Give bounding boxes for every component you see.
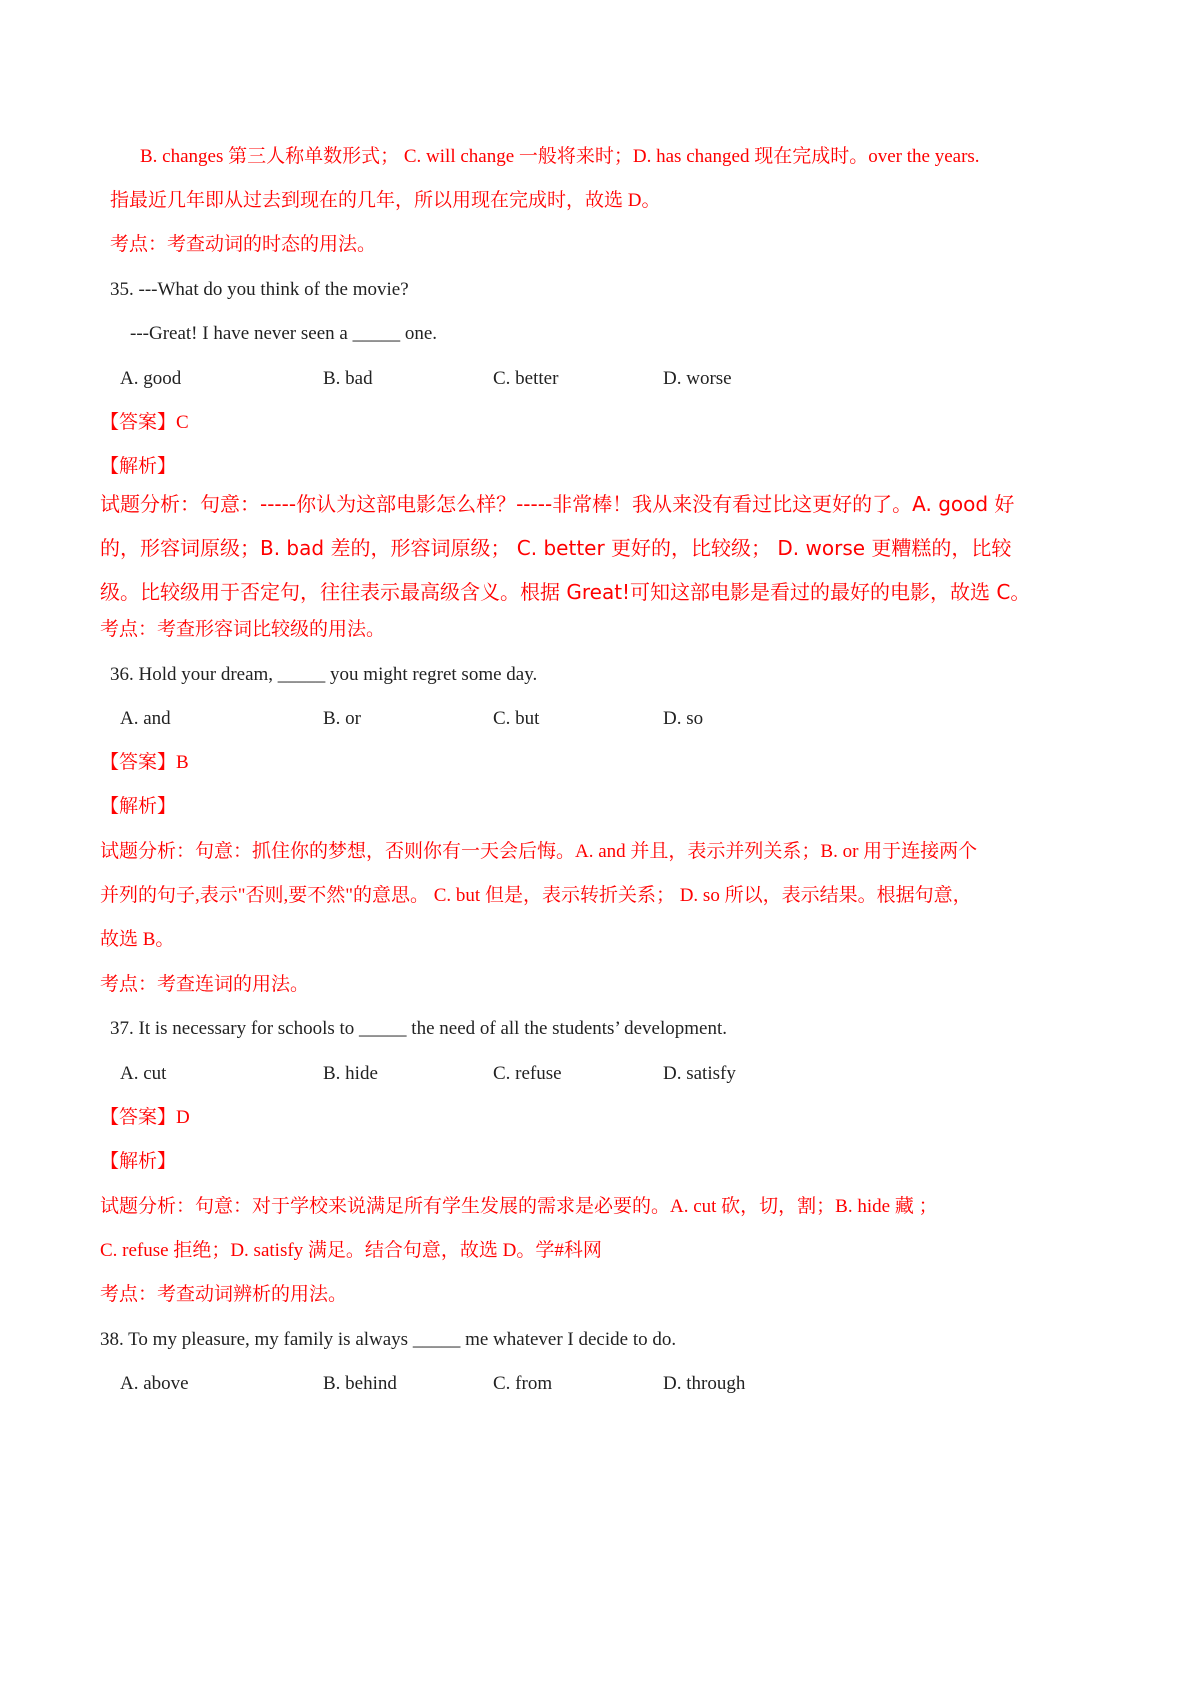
prev-analysis-line-1: B. changes 第三人称单数形式； C. will change 一般将来时；D. has changed 现在完成时。over the years. bbox=[140, 146, 980, 167]
prev-point: 考点：考查动词的时态的用法。 bbox=[110, 234, 377, 255]
q36-option-c: C. but bbox=[493, 708, 540, 729]
q37-option-c: C. refuse bbox=[493, 1063, 562, 1084]
q35-option-c: C. better bbox=[493, 368, 559, 389]
q35-stem-2: ---Great! I have never seen a _____ one. bbox=[130, 323, 438, 344]
q35-option-a: A. good bbox=[120, 368, 182, 389]
q36-analysis-line-3: 故选 B。 bbox=[100, 929, 175, 950]
q35-answer: 【答案】C bbox=[100, 412, 189, 433]
q35-analysis-label: 【解析】 bbox=[100, 456, 177, 477]
q37-analysis-label: 【解析】 bbox=[100, 1151, 177, 1172]
q36-analysis-line-2: 并列的句子,表示"否则,要不然"的意思。 C. but 但是，表示转折关系； D. so 所以，表示结果。根据句意， bbox=[100, 885, 972, 906]
q35-analysis-line-2: 的，形容词原级；B. bad 差的，形容词原级； C. better 更好的，比较级； D. worse 更糟糕的，比较 bbox=[100, 536, 1012, 560]
q38-option-d: D. through bbox=[663, 1373, 746, 1394]
q35-option-d: D. worse bbox=[663, 368, 732, 389]
q38-option-b: B. behind bbox=[323, 1373, 397, 1394]
q36-stem: 36. Hold your dream, _____ you might regret some day. bbox=[110, 664, 538, 685]
q38-option-a: A. above bbox=[120, 1373, 189, 1394]
q37-analysis-line-1: 试题分析：句意：对于学校来说满足所有学生发展的需求是必要的。A. cut 砍，切，割；B. hide 藏 ； bbox=[100, 1196, 938, 1217]
q35-option-b: B. bad bbox=[323, 368, 373, 389]
q36-analysis-line-1: 试题分析：句意：抓住你的梦想，否则你有一天会后悔。A. and 并且，表示并列关系；B. or 用于连接两个 bbox=[100, 841, 978, 862]
q37-answer: 【答案】D bbox=[100, 1107, 190, 1128]
q36-option-a: A. and bbox=[120, 708, 171, 729]
q35-analysis-line-1: 试题分析：句意：-----你认为这部电影怎么样？-----非常棒！我从来没有看过比这更好的了。A. good 好 bbox=[100, 492, 1015, 516]
q36-point: 考点：考查连词的用法。 bbox=[100, 974, 310, 995]
q36-option-d: D. so bbox=[663, 708, 704, 729]
q37-analysis-line-2: C. refuse 拒绝；D. satisfy 满足。结合句意，故选 D。学#科网 bbox=[100, 1240, 602, 1261]
q37-point: 考点：考查动词辨析的用法。 bbox=[100, 1284, 348, 1305]
q35-stem: 35. ---What do you think of the movie? bbox=[110, 279, 409, 300]
q36-answer: 【答案】B bbox=[100, 752, 189, 773]
q36-option-b: B. or bbox=[323, 708, 361, 729]
q37-option-d: D. satisfy bbox=[663, 1063, 736, 1084]
q38-option-c: C. from bbox=[493, 1373, 553, 1394]
q35-analysis-line-3: 级。比较级用于否定句，往往表示最高级含义。根据 Great!可知这部电影是看过的最好的电影，故选 C。 bbox=[100, 580, 1031, 604]
q37-option-a: A. cut bbox=[120, 1063, 167, 1084]
q35-point: 考点：考查形容词比较级的用法。 bbox=[100, 619, 386, 640]
q37-option-b: B. hide bbox=[323, 1063, 378, 1084]
q38-stem: 38. To my pleasure, my family is always _____ me whatever I decide to do. bbox=[100, 1329, 677, 1350]
q36-analysis-label: 【解析】 bbox=[100, 796, 177, 817]
prev-analysis-line-2: 指最近几年即从过去到现在的几年，所以用现在完成时，故选 D。 bbox=[110, 190, 661, 211]
q37-stem: 37. It is necessary for schools to _____ the need of all the students’ development. bbox=[110, 1018, 727, 1039]
